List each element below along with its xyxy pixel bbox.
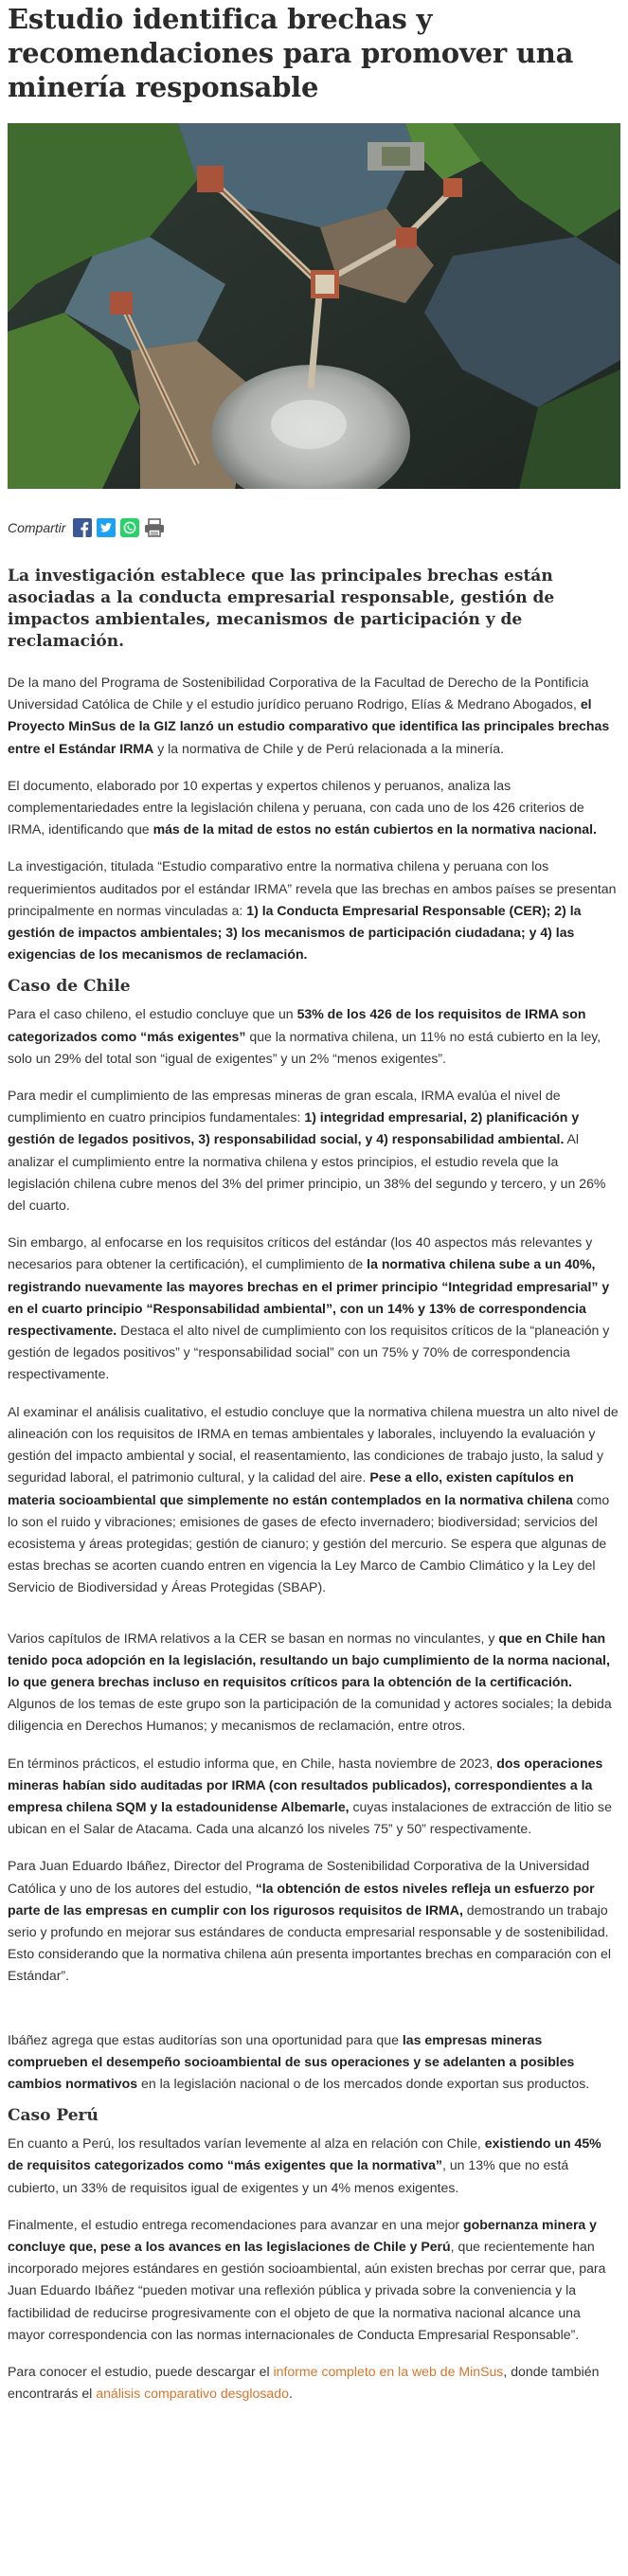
paragraph-6: Sin embargo, al enfocarse en los requisitos críticos del estándar (los 40 aspectos más relevantes y necesarios para obtener la certificación), el cumplimiento de la normativa chilena sube a un 40%, registrando nuevamente las mayores brechas en el primer principio “Integridad empresarial” y en el cuarto principio “Responsabilidad ambiental”, con un 14% y 13% de correspondencia respectivamente. Destaca el alto nivel de cumplimiento con los requisitos críticos de la “planeación y gestión de legados positivos” y “responsabilidad social” con un 75% y 70% de correspondencia respectivamente.: [8, 1234, 610, 1382]
minsus-report-link[interactable]: informe completo en la web de MinSus: [273, 2364, 504, 2379]
section-heading-peru: Caso Perú: [8, 2106, 99, 2126]
paragraph-9: En términos prácticos, el estudio informa que, en Chile, hasta noviembre de 2023, dos operaciones mineras habían sido auditadas por IRMA (con resultados publicados), correspondientes a la empresa chilena SQM y la estadounidense Albemarle, cuyas instalaciones de extracción de litio se ubican en el Salar de Atacama. Cada una alcanzó los niveles 75” y 50” respectivamente.: [8, 1755, 612, 1837]
spacer: [8, 1988, 620, 2014]
paragraph-7: Al examinar el análisis cualitativo, el estudio concluye que la normativa chilena muestra un alto nivel de alineación con los requisitos de IRMA en temas ambientales y laborales, incluyendo la evaluación y gestión del impacto ambiental y social, el reasentamiento, las condiciones de trabajo justo, la salud y seguridad laboral, el patrimonio cultural, y la calidad del aire. Pese a ello, existen capítulos en materia socioambiental que simplemente no están contemplados en la normativa chilena como lo son el ruido y vibraciones; emisiones de gases de efecto invernadero; biodiversidad; servicios del ecosistema y áreas protegidas; gestión de cianuro; y gestión del mercurio. Se espera que algunas de estas brechas se acorten cuando entren en vigencia la Ley Marco de Cambio Climático y la Ley del Servicio de Biodiversidad y Áreas Protegidas (SBAP).: [8, 1403, 619, 1595]
paragraph-10: Para Juan Eduardo Ibáñez, Director del Programa de Sostenibilidad Corporativa de la Universidad Católica y uno de los autores del estudio, “la obtención de estos niveles refleja un esfuerzo por parte de las empresas en cumplir con los rigurosos requisitos de IRMA, demostrando un trabajo serio y profundo en mejorar sus estándares de conducta empresarial responsable y de sostenibilidad. Esto considerando que la normativa chilena aún presenta importantes brechas en comparación con el Estándar”.: [8, 1858, 611, 1984]
paragraph-1: De la mano del Programa de Sostenibilidad Corporativa de la Facultad de Derecho de la Pontificia Universidad Católica de Chile y el estudio jurídico peruano Rodrigo, Elías & Medrano Abogados, el Proyecto MinSus de la GIZ lanzó un estudio comparativo que identifica las principales brechas entre el Estándar IRMA y la normativa de Chile y de Perú relacionada a la minería.: [8, 675, 610, 756]
paragraph-3: La investigación, titulada “Estudio comparativo entre la normativa chilena y peruana con los requerimientos auditados por el estándar IRMA” revela que las brechas en ambos países se presentan principalmente en normas vinculadas a: 1) la Conducta Empresarial Responsable (CER); 2) la gestión de impactos ambientales; 3) los mecanismos de participación ciudadana; y 4) las exigencias de los mecanismos de reclamación.: [8, 858, 617, 963]
paragraph-5: Para medir el cumplimiento de las empresas mineras de gran escala, IRMA evalúa el nivel de cumplimiento en cuatro principios fundamentales: 1) integridad empresarial, 2) planificación y gestión de legados positivos, 3) responsabilidad social, y 4) responsabilidad ambiental. Al analizar el cumplimiento entre la normativa chilena y estos principios, el estudio revela que la legislación chilena cubre menos del 3% del primer principio, un 38% del segundo y tercero, y un 26% del cuarto.: [8, 1088, 606, 1214]
paragraph-2: El documento, elaborado por 10 expertas y expertos chilenos y peruanos, analiza las complementariedades entre la legislación chilena y peruana, con cada uno de los 426 criterios de IRMA, identificando que más de la mitad de estos no están cubiertos en la normativa nacional.: [8, 777, 597, 838]
share-bar: [8, 515, 620, 540]
print-icon[interactable]: [144, 518, 163, 537]
article-lead: La investigación establece que las principales brechas están asociadas a la conducta empresarial responsable, gestión de impactos ambientales, mecanismos de participación y de reclamación.: [8, 567, 555, 651]
whatsapp-icon[interactable]: [120, 518, 139, 537]
comparative-analysis-link[interactable]: análisis comparativo desglosado: [96, 2386, 289, 2402]
section-heading-chile: Caso de Chile: [8, 977, 131, 997]
paragraph-13: Finalmente, el estudio entrega recomendaciones para avanzar en una mejor gobernanza minera y concluye que, pese a los avances en las legislaciones de Chile y Perú, que recientemente han incorporado mejores estándares en gestión socioambiental, aún existen brechas por cerrar que, para Juan Eduardo Ibáñez “pueden motivar una reflexión pública y privada sobre la conveniencia y la factibilidad de reducirse progresivamente con el objeto de que la normativa nacional alcance una mayor correspondencia con las normas internacionales de Conducta Empresarial Responsable”.: [8, 2216, 606, 2342]
twitter-icon[interactable]: [97, 518, 116, 537]
article-title: Estudio identifica brechas y recomendaciones para promover una minería responsable: [8, 3, 574, 103]
paragraph-14: Para conocer el estudio, puede descargar el informe completo en la web de MinSus, donde también encontrarás el análisis comparativo desglosado.: [8, 2364, 600, 2402]
hero-illustration: [8, 123, 620, 489]
paragraph-4: Para el caso chileno, el estudio concluye que un 53% de los 426 de los requisitos de IRMA son categorizados como “más exigentes” que la normativa chilena, un 11% no está cubierto en la ley, solo un 29% del total son “igual de exigentes” y un 2% “menos exigentes”.: [8, 1006, 601, 1066]
paragraph-11: Ibáñez agrega que estas auditorías son una oportunidad para que las empresas mineras comprueben el desempeño socioambiental de sus operaciones y se adelanten a posibles cambios normativos en la legislación nacional o de los mercados donde exportan sus productos.: [8, 2031, 590, 2091]
hero-image-mining-aerial: [8, 123, 620, 489]
share-label: Compartir: [8, 520, 66, 535]
paragraph-12: En cuanto a Perú, los resultados varían levemente al alza en relación con Chile, existiendo un 45% de requisitos categorizados como “más exigentes que la normativa”, un 13% que no está cubierto, un 33% de requisitos igual de exigentes y un 4% menos exigentes.: [8, 2135, 601, 2195]
facebook-icon[interactable]: [73, 518, 92, 537]
paragraph-8: Varios capítulos de IRMA relativos a la CER se basan en normas no vinculantes, y que en Chile han tenido poca adopción en la legislación, resultando un bajo cumplimiento de la norma nacional, lo que genera brechas incluso en requisitos críticos para la obtención de la certificación. Algunos de los temas de este grupo son la participación de la comunidad y actores sociales; la debida diligencia en Derechos Humanos; y mecanismos de reclamación, entre otros.: [8, 1630, 612, 1734]
